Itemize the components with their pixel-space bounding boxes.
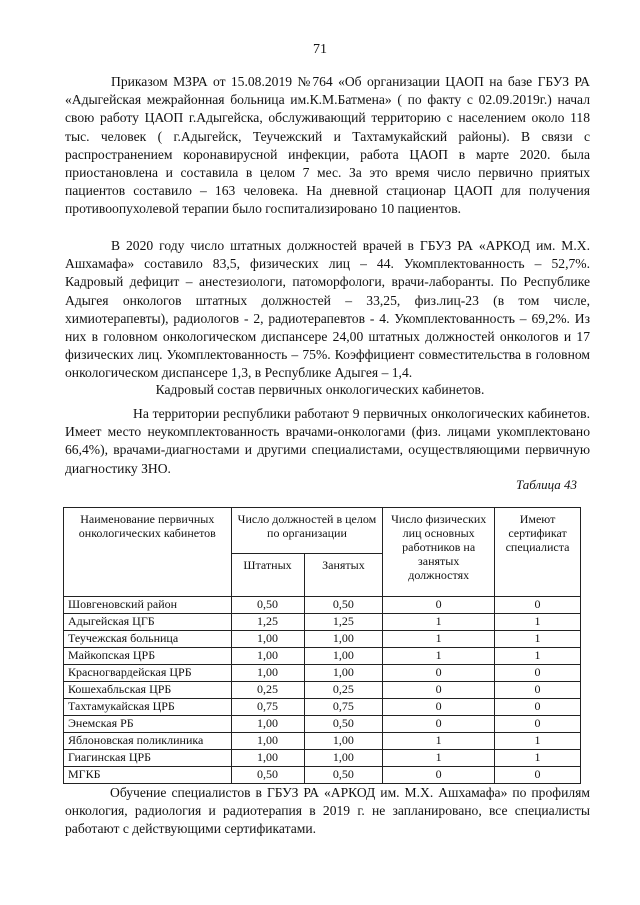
cell-physical: 0 bbox=[383, 597, 495, 614]
cell-certificate: 0 bbox=[495, 682, 581, 699]
table-row bbox=[64, 733, 581, 750]
header-staff-positions: Штатных bbox=[231, 554, 304, 597]
cell-physical: 1 bbox=[383, 648, 495, 665]
cell-occupied: 1,00 bbox=[304, 665, 383, 682]
cell-occupied: 1,00 bbox=[304, 750, 383, 767]
table-caption: Таблица 43 bbox=[515, 477, 577, 492]
cell-name: Тахтамукайская ЦРБ bbox=[64, 699, 232, 716]
page-number: 71 bbox=[313, 42, 327, 57]
paragraph-training: Обучение специалистов в ГБУЗ РА «АРКОД им. М.Х. Ашхамафа» по профилям онкология, радиология и радиотерапия в 2019 г. не запланировано, все специалисты работают с действующими сертификатами. bbox=[65, 785, 590, 837]
cell-occupied: 1,00 bbox=[304, 733, 383, 750]
staffing-table bbox=[63, 507, 581, 784]
cell-physical: 0 bbox=[383, 699, 495, 716]
cell-occupied: 1,00 bbox=[304, 631, 383, 648]
cell-staff: 1,00 bbox=[231, 750, 304, 767]
cell-occupied: 0,50 bbox=[304, 767, 383, 784]
cell-occupied: 1,00 bbox=[304, 648, 383, 665]
cell-certificate: 0 bbox=[495, 716, 581, 733]
cell-name: Яблоновская поликлиника bbox=[64, 733, 232, 750]
cell-certificate: 1 bbox=[495, 750, 581, 767]
cell-certificate: 1 bbox=[495, 631, 581, 648]
cell-staff: 0,25 bbox=[231, 682, 304, 699]
table-row bbox=[64, 648, 581, 665]
cell-occupied: 0,25 bbox=[304, 682, 383, 699]
cell-certificate: 0 bbox=[495, 767, 581, 784]
cell-occupied: 0,50 bbox=[304, 716, 383, 733]
cell-occupied: 0,50 bbox=[304, 597, 383, 614]
cell-staff: 1,00 bbox=[231, 665, 304, 682]
paragraph-staffing-2020: В 2020 году число штатных должностей врачей в ГБУЗ РА «АРКОД им. М.Х. Ашхамафа» составило 83,5, физических лиц – 44. Укомплектованность – 52,7%. Кадровый дефицит – анестезиологи, патоморфологи, врачи-лаборанты. По Республике Адыгея онкологов штатных должностей – 33,25, физ.лиц-23 (в том числе, химиотерапевты), радиологов - 2, радиотерапевтов - 4. Укомплектованность – 69,2%. Из них в головном онкологическом диспансере 24,00 штатных должностей онкологов и 17 физических лиц. Укомплектованность – 75%. Коэффициент совместительства в головном онкологическом диспансере 1,3, в Республике Адыгея – 1,4. bbox=[65, 238, 590, 381]
cell-name: Кошехабльская ЦРБ bbox=[64, 682, 232, 699]
cell-certificate: 0 bbox=[495, 665, 581, 682]
header-positions: Число должностей в целом по организации bbox=[231, 508, 383, 554]
cell-physical: 1 bbox=[383, 733, 495, 750]
table-row bbox=[64, 767, 581, 784]
table-row bbox=[64, 699, 581, 716]
cell-physical: 0 bbox=[383, 665, 495, 682]
table-row bbox=[64, 682, 581, 699]
cell-staff: 0,50 bbox=[231, 597, 304, 614]
paragraph-primary-cabinets: На территории республики работают 9 первичных онкологических кабинетов. Имеет место неукомплектованность врачами-онкологами (физ. лицами укомплектовано 66,4%), врачами-диагностами и другими специалистами, осуществляющими первичную диагностику ЗНО. bbox=[65, 406, 590, 476]
section-heading: Кадровый состав первичных онкологических кабинетов. bbox=[155, 382, 485, 397]
cell-name: Красногвардейская ЦРБ bbox=[64, 665, 232, 682]
table-row bbox=[64, 631, 581, 648]
paragraph-cacop-order: Приказом МЗРА от 15.08.2019 №764 «Об организации ЦАОП на базе ГБУЗ РА «Адыгейская межрайонная больница им.К.М.Батмена» ( по факту с 02.09.2019г.) начал свою работу ЦАОП г.Адыгейска, обслуживающий территорию с населением около 118 тыс. человек ( г.Адыгейск, Теучежский и Тахтамукайский районы). В связи с распространением коронавирусной инфекции, работа ЦАОП в марте 2020. была приостановлена и составила в целом 7 мес. За это время число первично приятых пациентов составило – 163 человека. На дневной стационар ЦАОП для получения противоопухолевой терапии было госпитализировано 10 пациентов. bbox=[65, 74, 590, 217]
cell-physical: 0 bbox=[383, 682, 495, 699]
cell-staff: 0,50 bbox=[231, 767, 304, 784]
cell-certificate: 0 bbox=[495, 597, 581, 614]
header-certificate: Имеют сертификат специалиста bbox=[495, 508, 581, 597]
cell-name: Шовгеновский район bbox=[64, 597, 232, 614]
cell-name: Майкопская ЦРБ bbox=[64, 648, 232, 665]
cell-certificate: 0 bbox=[495, 699, 581, 716]
table-row bbox=[64, 750, 581, 767]
cell-name: Гиагинская ЦРБ bbox=[64, 750, 232, 767]
cell-staff: 1,00 bbox=[231, 716, 304, 733]
cell-staff: 1,00 bbox=[231, 648, 304, 665]
cell-staff: 1,25 bbox=[231, 614, 304, 631]
cell-name: МГКБ bbox=[64, 767, 232, 784]
header-occupied-positions: Занятых bbox=[304, 554, 383, 597]
cell-staff: 1,00 bbox=[231, 631, 304, 648]
table-row bbox=[64, 614, 581, 631]
cell-name: Энемская РБ bbox=[64, 716, 232, 733]
cell-physical: 1 bbox=[383, 631, 495, 648]
cell-physical: 0 bbox=[383, 716, 495, 733]
cell-physical: 1 bbox=[383, 614, 495, 631]
cell-occupied: 0,75 bbox=[304, 699, 383, 716]
cell-certificate: 1 bbox=[495, 733, 581, 750]
cell-occupied: 1,25 bbox=[304, 614, 383, 631]
header-cabinet-name: Наименование первичных онкологических кабинетов bbox=[64, 508, 232, 597]
table-row bbox=[64, 597, 581, 614]
table-row bbox=[64, 665, 581, 682]
cell-certificate: 1 bbox=[495, 614, 581, 631]
cell-certificate: 1 bbox=[495, 648, 581, 665]
cell-name: Теучежская больница bbox=[64, 631, 232, 648]
cell-physical: 0 bbox=[383, 767, 495, 784]
cell-staff: 0,75 bbox=[231, 699, 304, 716]
cell-name: Адыгейская ЦГБ bbox=[64, 614, 232, 631]
header-physical-persons: Число физических лиц основных работников на занятых должностях bbox=[383, 508, 495, 597]
table-row bbox=[64, 716, 581, 733]
cell-staff: 1,00 bbox=[231, 733, 304, 750]
cell-physical: 1 bbox=[383, 750, 495, 767]
